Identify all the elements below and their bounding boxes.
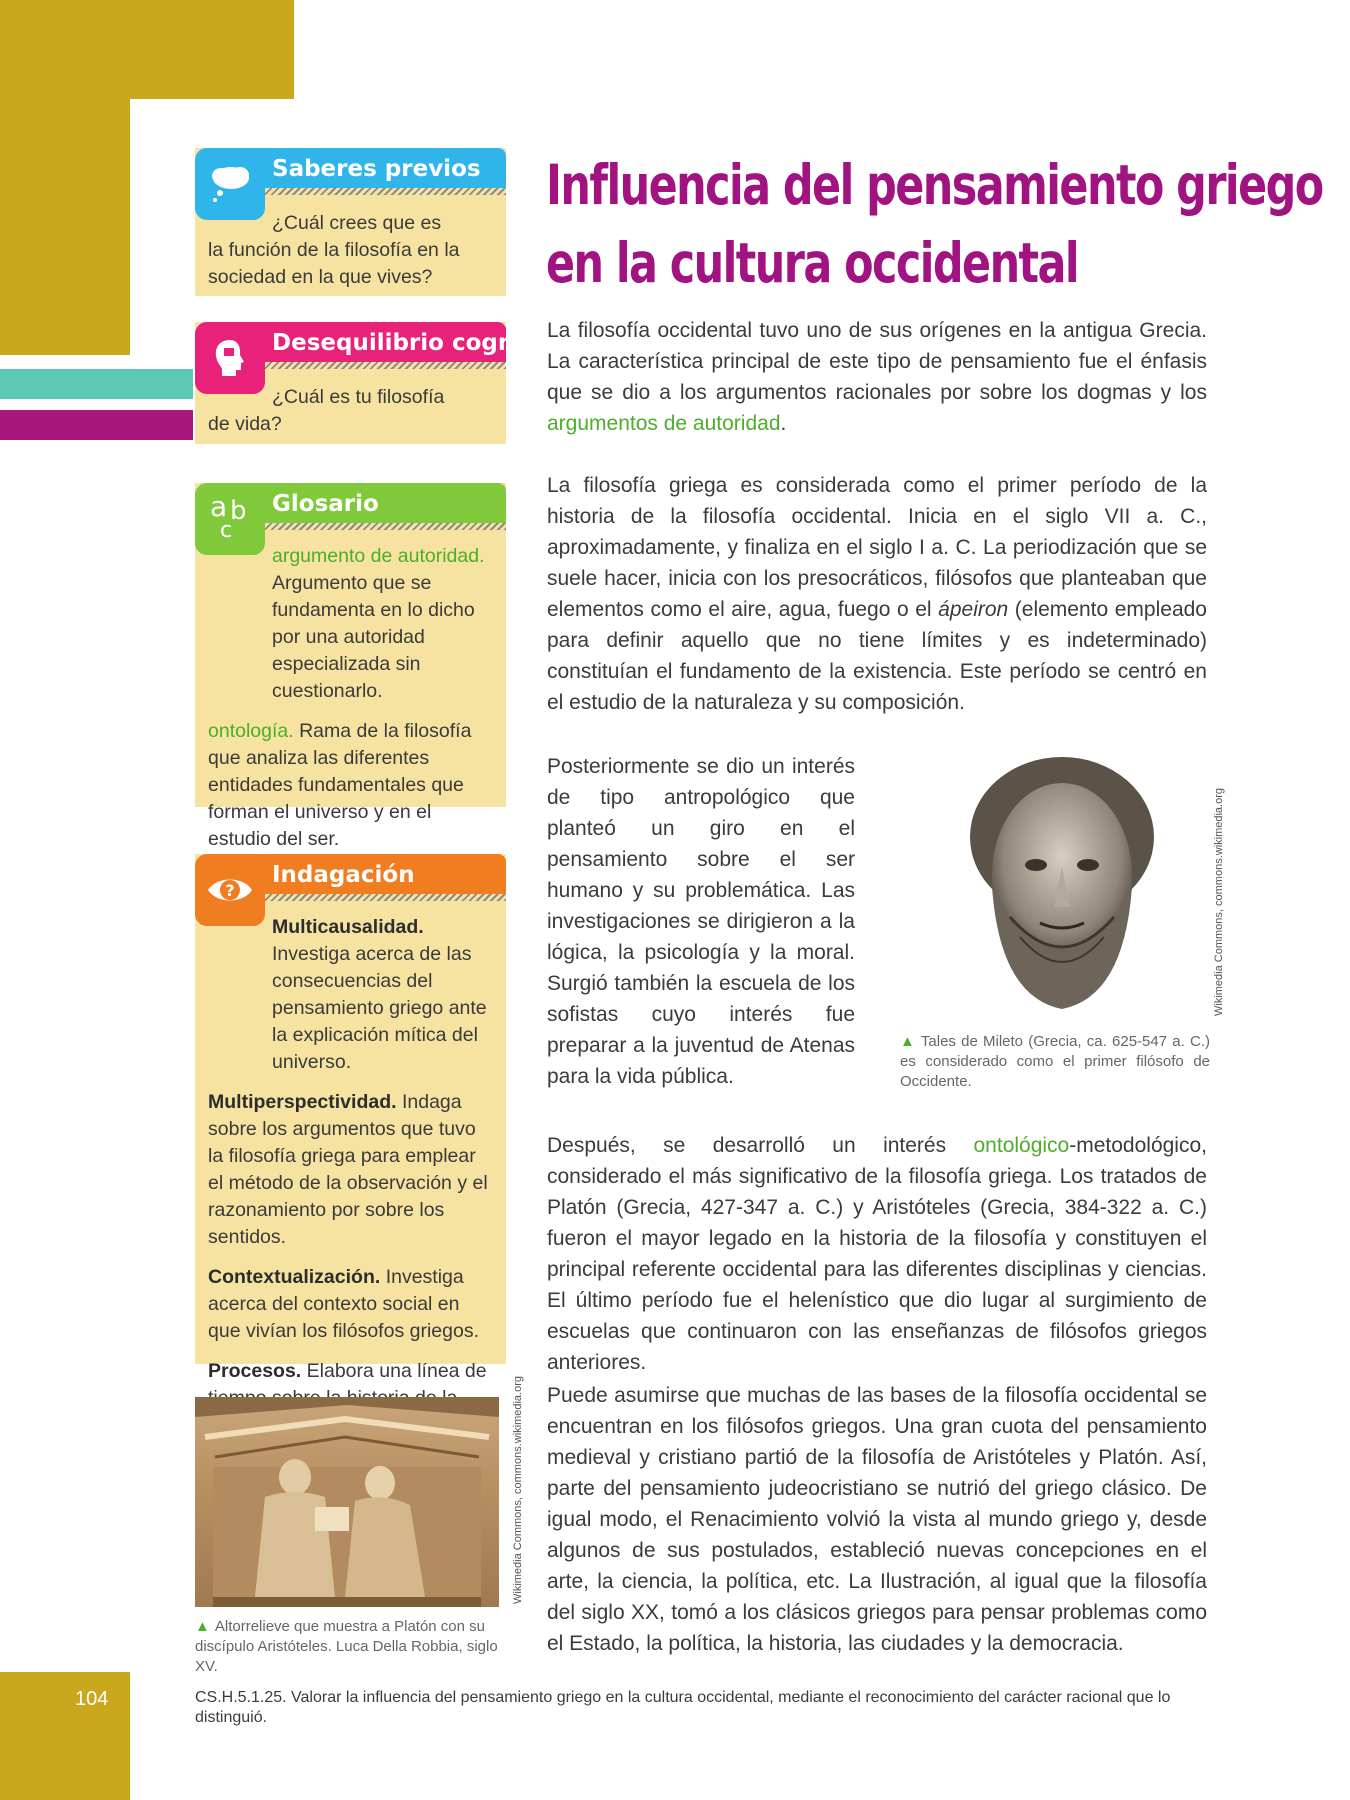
glosario-box (195, 483, 506, 850)
paragraph-2 (547, 470, 1207, 718)
glossary-entry (208, 543, 494, 705)
thales-credit: Wikimedia Commons, commons.wikimedia.org (1213, 787, 1225, 1016)
page-title-line2: en la cultura occidental (546, 231, 1079, 295)
relief-caption-text: Altorrelieve que muestra a Platón con su discípulo Aristóteles. Luca Della Robbia, siglo XV. (195, 1618, 498, 1675)
p1-text: La filosofía occidental tuvo uno de sus orígenes en la antigua Grecia. La característica principal de este tipo de pensamiento fue el énfasis que se dio a los argumentos racionales por sobre los dogmas y los (547, 319, 1207, 404)
indagacion-box (195, 854, 506, 1382)
question-line1: ¿Cuál crees que es (272, 212, 442, 234)
glossary-definition: Rama de la filosofía que analiza las diferentes entidades fundamentales que forman el universo y en el estudio del ser. (208, 720, 472, 850)
bottom-left-gold-band (0, 1672, 130, 1800)
relief-image (195, 1397, 499, 1607)
argumentos-de-autoridad-link[interactable]: argumentos de autoridad (547, 412, 781, 435)
p2-after: (elemento empleado para definir aquello que no tiene límites y es indeterminado) constituían el fundamento de la existencia. Este período se centró en el estudio de la naturaleza y su composición. (547, 598, 1207, 714)
box-title: Glosario (272, 491, 379, 517)
glossary-term: ontología. (208, 720, 294, 742)
caption-triangle-icon: ▲ (900, 1033, 916, 1050)
abc-letter-a: a (210, 490, 228, 523)
page-title-line1: Influencia del pensamiento griego (546, 153, 1323, 217)
apeiron-term: ápeiron (938, 598, 1009, 621)
box-title: Indagación (272, 862, 415, 888)
question-rest: de vida? (208, 413, 282, 435)
item-label: Multicausalidad. (272, 916, 424, 938)
abc-letter-c: c (220, 518, 233, 543)
question-rest: la función de la filosofía en la sociedad en la que vives? (208, 239, 460, 288)
eye-question-glyph: ? (225, 881, 235, 900)
paragraph-5: Puede asumirse que muchas de las bases de la filosofía occidental se encuentran en los filósofos griegos. Una gran cuota del pensamiento medieval y cristiano partió de la filosofía de Aristóteles y Platón. Así, parte del pensamiento judeocristiano se nutrió del griego clásico. De igual modo, el Renacimiento volvió la vista al mundo griego y, desde algunos de sus postulados, estableció nuevas concepciones en el arte, la ciencia, la política, etc. La Ilustración, al igual que la filosofía del siglo XX, tomó a los clásicos griegos para pensar problemas como el Estado, la política, la historia, las ciudades y la democracia. (547, 1384, 1207, 1655)
item-text: Indaga sobre los argumentos que tuvo la filosofía griega para emplear el método de la observación y el razonamiento por sobre los sentidos. (208, 1091, 488, 1248)
item-label: Procesos. (208, 1360, 302, 1382)
p4-after: -metodológico, considerado el más significativo de la filosofía griega. Los tratados de Platón (Grecia, 427-347 a. C.) y Aristóteles (Grecia, 384-322 a. C.) fueron el mayor legado en la historia de la filosofía y constituyen el principal referente occidental para las diferentes disciplinas y ciencias. El último período fue el helenístico que dio lugar al surgimiento de escuelas que continuaron con las enseñanzas de filósofos griegos anteriores. (547, 1134, 1207, 1374)
p4-before: Después, se desarrolló un interés (547, 1134, 974, 1157)
paragraph-1 (547, 315, 1207, 439)
ontologico-link[interactable]: ontológico (973, 1134, 1070, 1157)
indagacion-item (208, 914, 494, 1076)
thales-caption-text: Tales de Mileto (Grecia, ca. 625-547 a. C.) es considerado como el primer filósofo de Occidente. (900, 1033, 1210, 1090)
paragraph-4 (547, 1130, 1207, 1378)
desequilibrio-box (195, 322, 572, 444)
p2-before: La filosofía griega es considerada como el primer período de la historia de la filosofía occidental. Inicia en el siglo VII a. C., aproximadamente, y finaliza en el siglo I a. C. La periodización que se suele hacer, inicia con los presocráticos, filósofos que planteaban que elementos como el aire, agua, fuego o el (547, 474, 1207, 621)
magenta-stripe (0, 410, 193, 440)
indagacion-item (208, 1089, 494, 1251)
relief-caption (195, 1617, 505, 1677)
box-header (195, 483, 506, 541)
item-text: Elabora una línea de (306, 1360, 487, 1382)
box-title: Desequilibrio cognitivo (272, 330, 572, 356)
caption-triangle-icon: ▲ (195, 1618, 210, 1635)
box-title: Saberes previos (272, 156, 481, 182)
indagacion-item (208, 1264, 494, 1345)
item-text: Investiga acerca del contexto social en que vivían los filósofos griegos. (208, 1266, 479, 1342)
box-header (195, 322, 572, 380)
relief-credit: Wikimedia Commons, commons.wikimedia.org (512, 1375, 524, 1604)
glossary-entry (208, 718, 494, 853)
paragraph-3: Posteriormente se dio un interés de tipo antropológico que planteó un giro en el pensamiento sobre el ser humano y su problemática. Las investigaciones se dirigieron a la lógica, la psicología y la moral. Surgió también la escuela de los sofistas cuyo interés fue preparar a la juventud de Atenas para la vida pública. (547, 755, 855, 1088)
page-title (546, 146, 1323, 302)
thales-bust-image (940, 747, 1180, 1015)
skill-criterion: CS.H.5.1.25. Valorar la influencia del pensamiento griego en la cultura occidental, mediante el reconocimiento del carácter racional que lo distinguió. (195, 1689, 1171, 1726)
abc-letter-b: b (230, 496, 247, 526)
teal-stripe (0, 369, 193, 399)
thales-caption (900, 1032, 1210, 1092)
glossary-definition: Argumento que se fundamenta en lo dicho por una autoridad especializada sin cuestionarlo. (272, 572, 475, 702)
item-text: Investiga acerca de las consecuencias del pensamiento griego ante la explicación mítica del universo. (272, 943, 487, 1073)
item-label: Multiperspectividad. (208, 1091, 397, 1113)
glossary-term: argumento de autoridad. (272, 545, 485, 567)
box-header (195, 854, 506, 912)
question-line1: ¿Cuál es tu filosofía (272, 386, 445, 408)
p1-end: . (780, 412, 787, 435)
page-number: 104 (75, 1688, 109, 1710)
left-gold-band (0, 0, 130, 355)
box-header (195, 148, 506, 206)
item-label: Contextualización. (208, 1266, 381, 1288)
saberes-previos-box (195, 148, 506, 296)
